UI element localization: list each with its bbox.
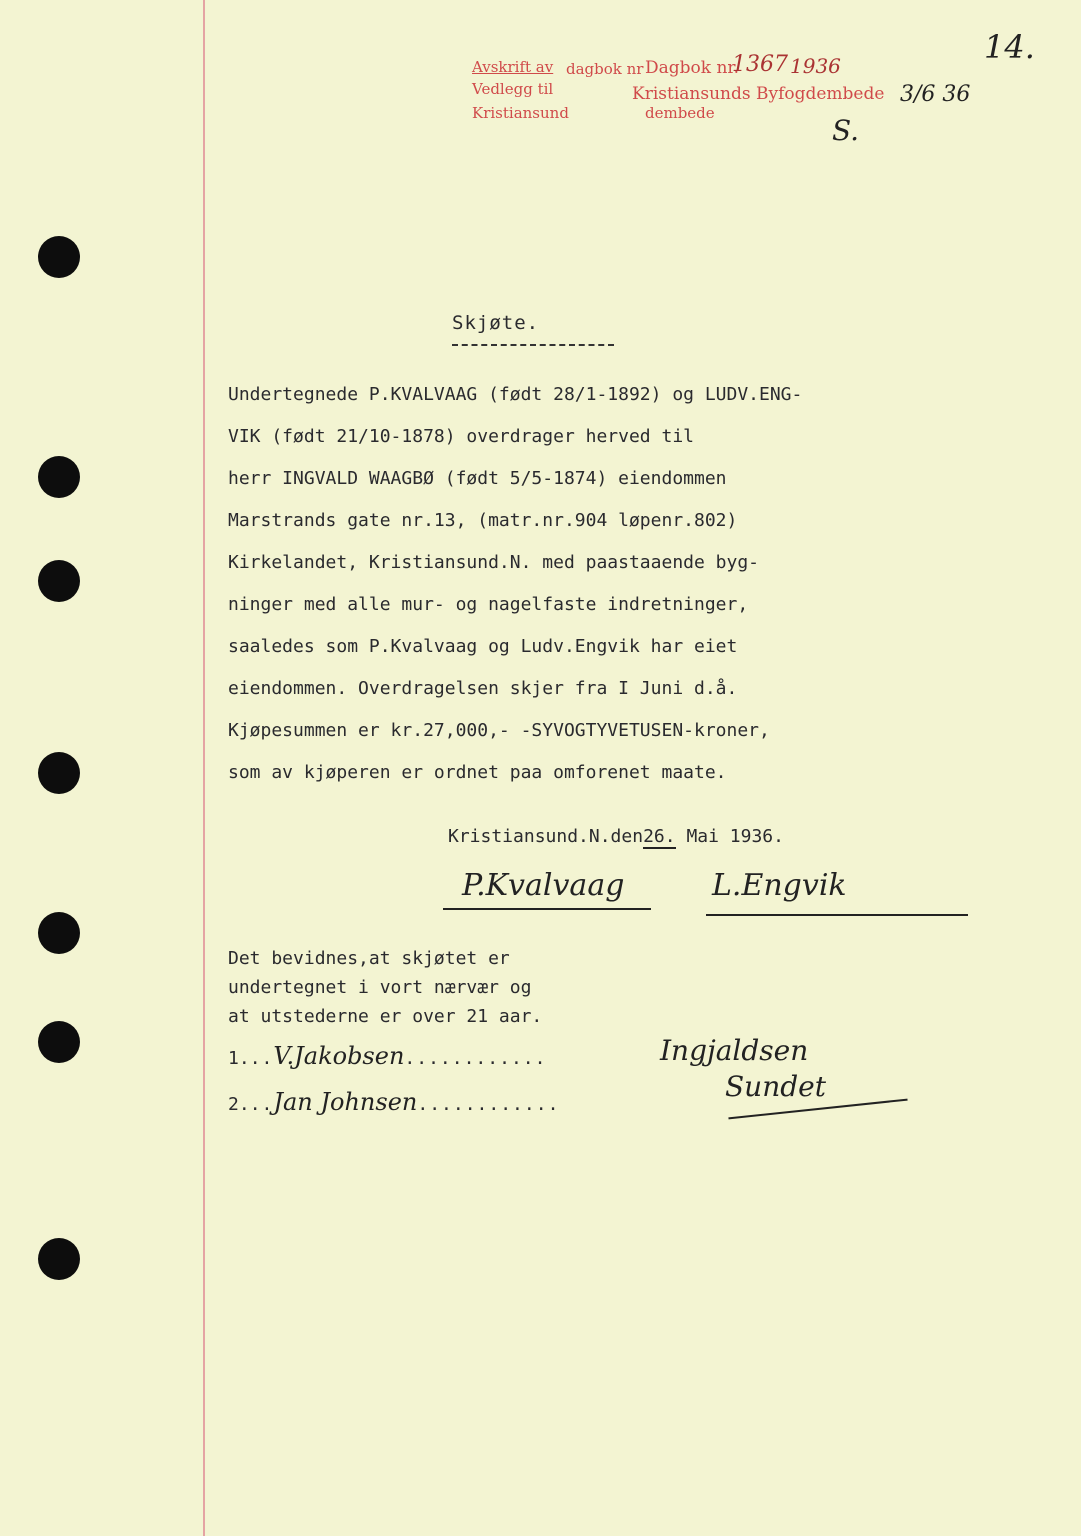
signature-kvalvaag: P.Kvalvaag <box>462 868 625 903</box>
punch-hole <box>38 912 80 954</box>
body-line: saaledes som P.Kvalvaag og Ludv.Engvik har eiet <box>228 636 738 657</box>
body-line: som av kjøperen er ordnet paa omforenet maate. <box>228 762 727 783</box>
title-underline <box>452 344 614 346</box>
signature-rule <box>443 908 651 910</box>
attestation-line: at utstederne er over 21 aar. <box>228 1006 543 1027</box>
body-line: Kirkelandet, Kristiansund.N. med paastaaende byg- <box>228 552 760 573</box>
stamp-line-vedlegg: Vedlegg til <box>472 80 554 98</box>
margin-line <box>203 0 205 1536</box>
official-signature-line1: Ingjaldsen <box>660 1034 809 1067</box>
date-place: Kristiansund.N.den <box>448 826 644 847</box>
stamp-office-sub: dembede <box>645 104 715 122</box>
stamp-dagbok-label: dagbok nr <box>566 60 644 78</box>
date-line <box>448 826 784 847</box>
body-line: herr INGVALD WAAGBØ (født 5/5-1874) eiendommen <box>228 468 727 489</box>
attestation-line: undertegnet i vort nærvær og <box>228 977 532 998</box>
page-number: 14. <box>984 28 1035 66</box>
stamp-year: 1936 <box>790 54 841 78</box>
punch-hole <box>38 456 80 498</box>
attestation <box>228 944 542 1031</box>
date-month-year: Mai 1936. <box>686 826 784 847</box>
stamp-dagbok-number: 1367 <box>732 52 788 77</box>
witness-2 <box>228 1088 559 1116</box>
body-line: Marstrands gate nr.13, (matr.nr.904 løpenr.802) <box>228 510 738 531</box>
official-signature-line2: Sundet <box>725 1070 826 1103</box>
witness-signature: Jan Johnsen <box>273 1088 418 1116</box>
stamp-initial: S. <box>832 114 860 147</box>
punch-hole <box>38 1238 80 1280</box>
body-line: Undertegnede P.KVALVAAG (født 28/1-1892) og LUDV.ENG- <box>228 384 803 405</box>
witness-number: 2. <box>228 1094 250 1115</box>
stamp-line-kristiansund: Kristiansund <box>472 104 569 122</box>
witness-dots: ............ <box>417 1094 560 1115</box>
punch-hole <box>38 560 80 602</box>
witness-dots: .. <box>249 1048 274 1069</box>
body-line: ninger med alle mur- og nagelfaste indretninger, <box>228 594 749 615</box>
punch-hole <box>38 236 80 278</box>
punch-hole <box>38 752 80 794</box>
witness-signature: V.Jakobsen <box>273 1042 405 1070</box>
deed-body <box>228 374 928 794</box>
signature-engvik: L.Engvik <box>712 868 847 903</box>
witness-1 <box>228 1042 546 1070</box>
witness-number: 1. <box>228 1048 250 1069</box>
stamp-dagbok-label-2: Dagbok nr. <box>645 58 740 78</box>
stamp-line-avskrift: Avskrift av <box>472 58 554 76</box>
attestation-line: Det bevidnes,at skjøtet er <box>228 948 510 969</box>
date-day: 26. <box>643 826 676 847</box>
body-line: Kjøpesummen er kr.27,000,- -SYVOGTYVETUSEN-kroner, <box>228 720 770 741</box>
signature-rule <box>706 914 968 916</box>
body-line: VIK (født 21/10-1878) overdrager herved til <box>228 426 694 447</box>
punch-hole <box>38 1021 80 1063</box>
stamp-date-note: 3/6 36 <box>900 82 971 107</box>
witness-dots: .. <box>249 1094 274 1115</box>
stamp-office: Kristiansunds Byfogdembede <box>632 84 885 104</box>
witness-dots: ............ <box>404 1048 547 1069</box>
document-title: Skjøte. <box>452 312 540 334</box>
body-line: eiendommen. Overdragelsen skjer fra I Juni d.å. <box>228 678 738 699</box>
